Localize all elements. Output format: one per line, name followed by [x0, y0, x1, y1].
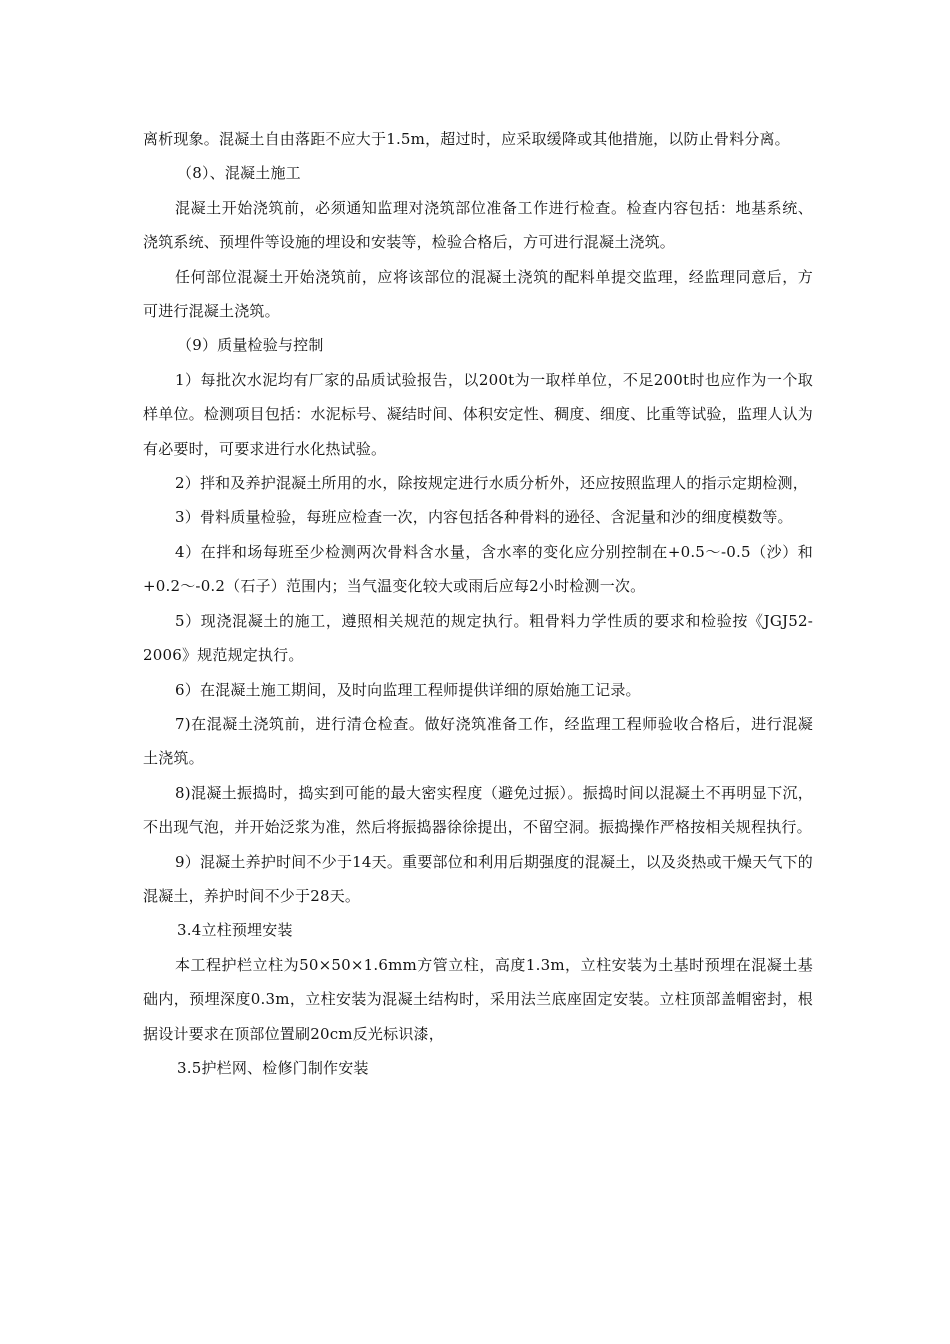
section-heading-3-5: 3.5护栏网、检修门制作安装 — [177, 1058, 369, 1077]
list-item: 9）混凝土养护时间不少于14天。重要部位和利用后期强度的混凝土，以及炎热或干燥天气下的混凝土，养护时间不少于28天。 — [143, 852, 813, 905]
section-heading-9: （9）质量检验与控制 — [177, 336, 324, 355]
paragraph: 本工程护栏立柱为50×50×1.6mm方管立柱，高度1.3m，立柱安装为土基时预埋在混凝土基础内，预埋深度0.3m，立柱安装为混凝土结构时，采用法兰底座固定安装。立柱顶部盖帽密封，根据设计要求在顶部位置刷20cm反光标识漆， — [143, 955, 813, 1043]
list-item: 7)在混凝土浇筑前，进行清仓检查。做好浇筑准备工作，经监理工程师验收合格后，进行混凝土浇筑。 — [143, 714, 813, 768]
paragraph-continuation: 离析现象。混凝土自由落距不应大于1.5m，超过时，应采取缓降或其他措施，以防止骨料分离。 — [143, 130, 790, 148]
list-item: 2）拌和及养护混凝土所用的水，除按规定进行水质分析外，还应按照监理人的指示定期检测， — [175, 474, 808, 493]
paragraph: 混凝土开始浇筑前，必须通知监理对浇筑部位准备工作进行检查。检查内容包括：地基系统、浇筑系统、预埋件等设施的埋设和安装等，检验合格后，方可进行混凝土浇筑。 — [143, 198, 813, 252]
list-item: 5）现浇混凝土的施工，遵照相关规范的规定执行。粗骨料力学性质的要求和检验按《JGJ52-2006》规范规定执行。 — [143, 611, 813, 665]
list-item: 3）骨料质量检验，每班应检查一次，内容包括各种骨料的逊径、含泥量和沙的细度模数等。 — [175, 508, 793, 527]
document-body — [143, 122, 813, 1085]
list-item: 6）在混凝土施工期间，及时向监理工程师提供详细的原始施工记录。 — [175, 680, 641, 699]
list-item: 8)混凝土振捣时，捣实到可能的最大密实程度（避免过振）。振捣时间以混凝土不再明显下沉，不出现气泡，并开始泛浆为准，然后将振捣器徐徐提出，不留空洞。振捣操作严格按相关规程执行。 — [143, 783, 813, 837]
section-heading-3-4: 3.4立柱预埋安装 — [177, 921, 293, 940]
list-item: 4）在拌和场每班至少检测两次骨料含水量，含水率的变化应分别控制在+0.5～-0.5（沙）和+0.2～-0.2（石子）范围内；当气温变化较大或雨后应每2小时检测一次。 — [143, 542, 813, 596]
list-item: 1）每批次水泥均有厂家的品质试验报告，以200t为一取样单位，不足200t时也应作为一个取样单位。检测项目包括：水泥标号、凝结时间、体积安定性、稠度、细度、比重等试验，监理人认为有必要时，可要求进行水化热试验。 — [143, 370, 813, 458]
section-heading-8: （8）、混凝土施工 — [177, 164, 301, 183]
paragraph: 任何部位混凝土开始浇筑前，应将该部位的混凝土浇筑的配料单提交监理，经监理同意后，方可进行混凝土浇筑。 — [143, 267, 813, 321]
